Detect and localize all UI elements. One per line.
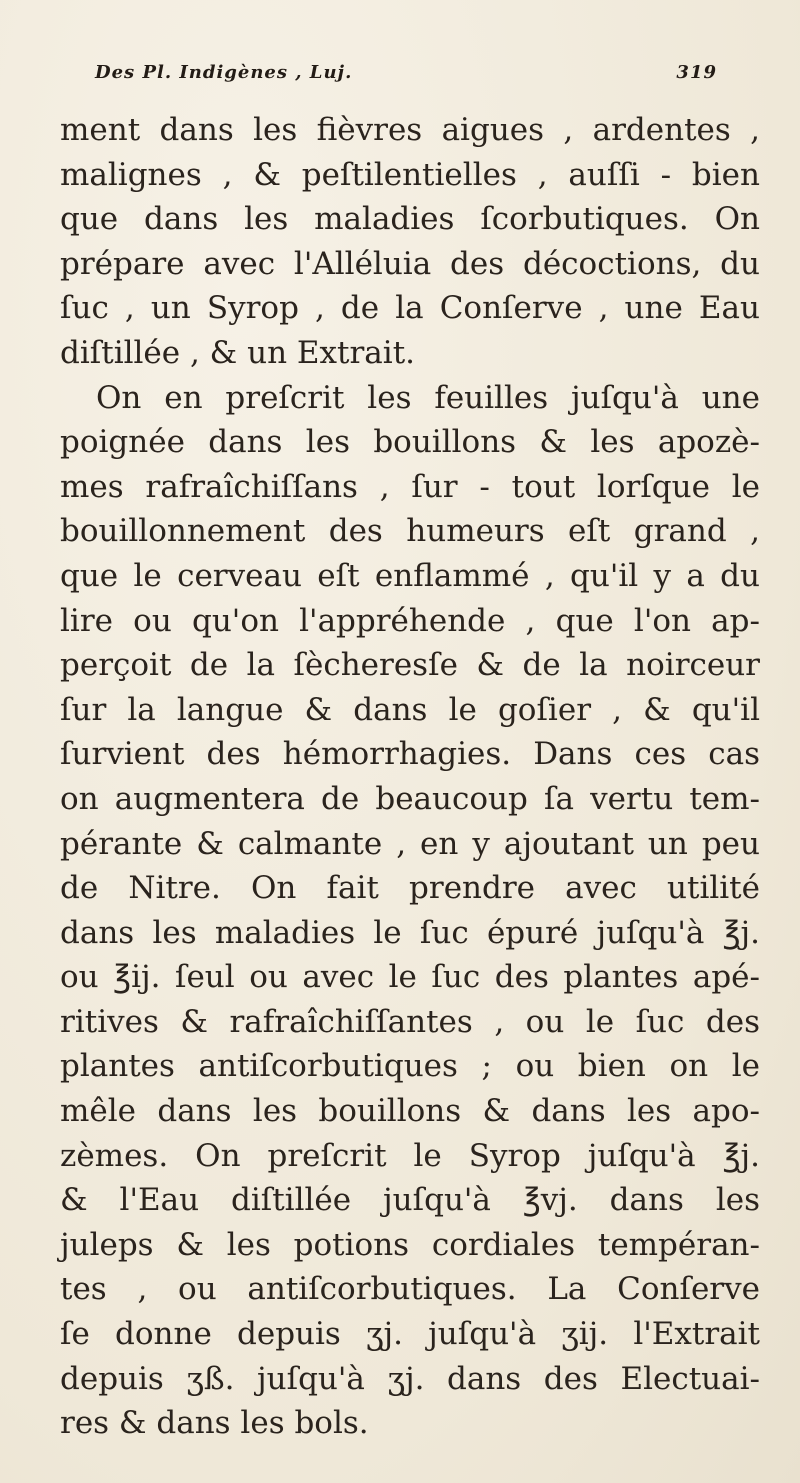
running-head	[95, 62, 715, 83]
text-line: pérante & calmante , en y ajoutant un peu	[60, 825, 760, 862]
text-line: bouillonnement des humeurs eſt grand ,	[60, 513, 760, 550]
text-line: plantes antiſcorbutiques ; ou bien on le	[60, 1048, 760, 1085]
text-line: ment dans les fièvres aigues , ardentes ,	[60, 112, 760, 148]
text-line: dans les maladies le ſuc épuré juſqu'à ℥j.	[60, 914, 760, 951]
text-line: ſurvient des hémorrhagies. Dans ces cas	[60, 736, 760, 773]
text-line: On en preſcrit les feuilles juſqu'à une	[96, 379, 760, 416]
text-line: que dans les maladies ſcorbutiques. On	[60, 201, 760, 238]
running-title: Des Pl. Indigènes , Luj.	[95, 62, 353, 83]
text-line: diſtillée , & un Extrait.	[60, 334, 416, 371]
text-line: ſur la langue & dans le goſier , & qu'il	[60, 691, 760, 728]
text-line: malignes , & peſtilentielles , auſſi - bien	[60, 156, 760, 193]
text-line: mes rafraîchiſſans , ſur - tout lorſque le	[60, 468, 760, 505]
text-line: prépare avec l'Alléluia des décoctions, du	[60, 245, 760, 282]
text-line: res & dans les bols.	[60, 1405, 369, 1442]
text-line: perçoit de la ſècheresſe & de la noirceur	[60, 647, 760, 684]
text-line: juleps & les potions cordiales tempéran-	[60, 1226, 760, 1263]
text-line: & l'Eau diſtillée juſqu'à ℥vj. dans les	[60, 1182, 760, 1219]
text-line: que le cerveau eſt enflammé , qu'il y a du	[60, 557, 760, 594]
page-number: 319	[676, 62, 717, 83]
text-line: tes , ou antiſcorbutiques. La Conſerve	[60, 1271, 760, 1308]
text-line: ou ℥ij. ſeul ou avec le ſuc des plantes apé-	[60, 959, 760, 996]
text-line: ſe donne depuis ʒj. juſqu'à ʒij. l'Extrait	[60, 1316, 760, 1353]
text-line: zèmes. On preſcrit le Syrop juſqu'à ℥j.	[60, 1137, 760, 1174]
text-line: on augmentera de beaucoup ſa vertu tem-	[60, 780, 760, 817]
text-line: de Nitre. On fait prendre avec utilité	[60, 870, 760, 907]
text-line: poignée dans les bouillons & les apozè-	[60, 424, 760, 461]
text-line: ritives & rafraîchiſſantes , ou le ſuc des	[60, 1003, 760, 1040]
text-line: ſuc , un Syrop , de la Conſerve , une Eau	[60, 290, 760, 327]
text-line: lire ou qu'on l'appréhende , que l'on ap-	[60, 602, 760, 639]
text-line: mêle dans les bouillons & dans les apo-	[60, 1093, 760, 1130]
body-text	[60, 108, 760, 1446]
text-line: depuis ʒß. juſqu'à ʒj. dans des Electuai-	[60, 1360, 760, 1397]
